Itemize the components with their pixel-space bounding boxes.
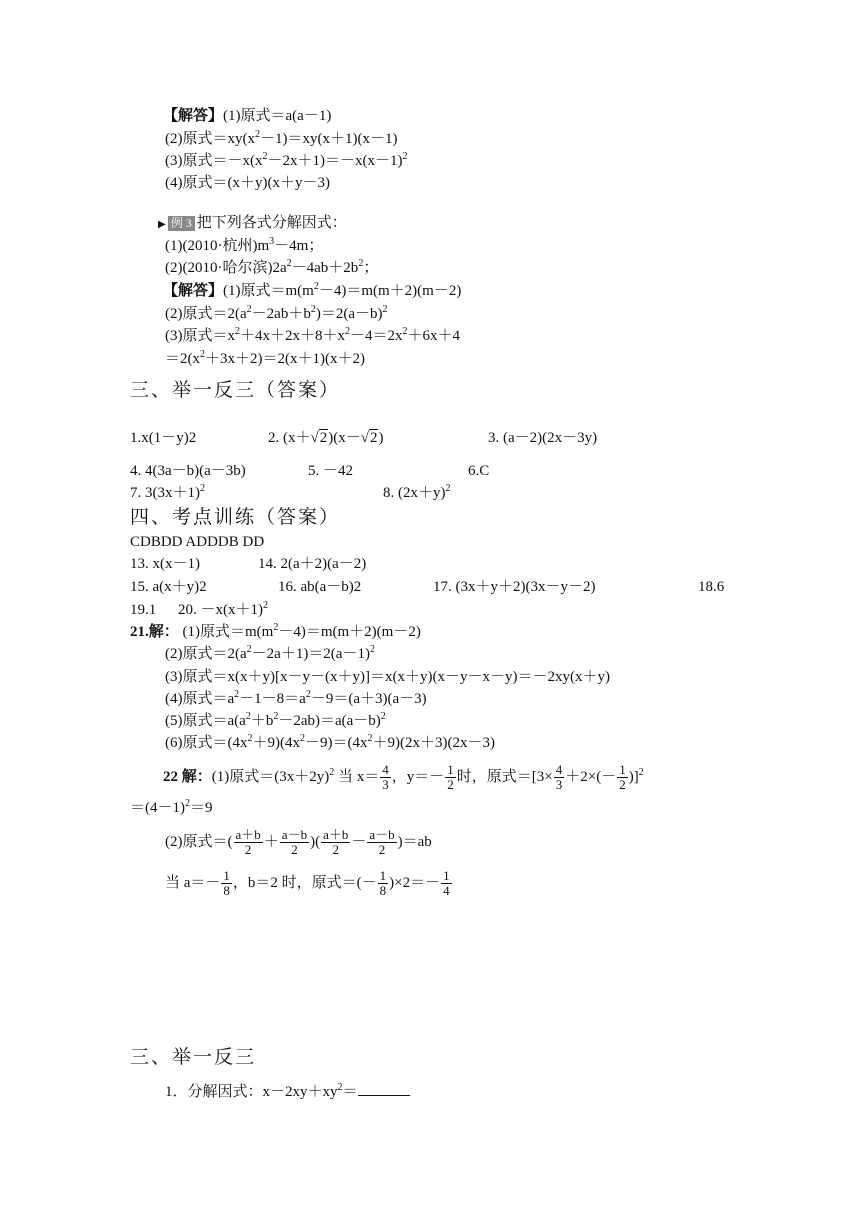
fraction-4-3-b: $\frac{4}{3}$: [555, 762, 563, 793]
answer-21-line6: (6)原式$=(4x^2+9)(4x^2-9)=(4x^2+9)(2x+3)(2x-3)$: [165, 733, 495, 751]
answer-22-line2: (2)原式＝( $\frac{a+b}{2}$ ＋ $\frac{a-b}{2}$ )( $\frac{a+b}{2}$ － $\frac{a-b}{2}$ )＝ab: [165, 827, 432, 858]
fraction-1-8-b: $\frac{1}{8}$: [379, 868, 387, 899]
example-badge: 例 3: [168, 216, 195, 231]
ex2-solution-line1: 【解答】(1)原式＝a(a－1): [163, 108, 332, 124]
answer-2: 2. (x＋√2)(x－√2): [268, 430, 384, 446]
section4-answers-heading: 四、考点训练（答案）: [130, 507, 341, 528]
answer-18: 18.6: [698, 579, 725, 595]
multiple-choice-answers: CDBDD ADDDB DD: [130, 534, 265, 550]
fraction-a-minus-b-2: $\frac{a-b}{2}$: [369, 827, 395, 858]
fraction-a-plus-b: $\frac{a+b}{2}$: [235, 827, 261, 858]
answer-8: 8. $(2x+y)^2$: [383, 483, 451, 501]
ex3-question2: (2)(2010·哈尔滨)$2a^2-4ab+2b^2$；: [165, 258, 379, 276]
ex3-solution3-cont: $=2(x^2+3x+2)=2(x+1)(x+2)$: [165, 349, 365, 367]
triangle-icon: ▶: [158, 219, 166, 230]
fraction-4-3: $\frac{4}{3}$: [382, 762, 389, 793]
answer-1: 1.x(1－y)2: [130, 430, 197, 446]
answer-21-line2: (2)原式$=2(a^2-2a+1)=2(a-1)^2$: [165, 644, 375, 662]
section3-heading: 三、举一反三: [130, 1047, 257, 1068]
fraction-1-8: $\frac{1}{8}$: [223, 868, 230, 899]
answer-blank[interactable]: [358, 1083, 410, 1096]
ex2-solution-line3: (3)原式$=-x(x^2-2x+1)=-x(x-1)^2$: [165, 151, 408, 169]
ex2-solution-line4: (4)原式＝(x＋y)(x＋y－3): [165, 175, 330, 191]
fraction-a-plus-b-2: $\frac{a+b}{2}$: [323, 827, 349, 858]
answer-13: 13. x(x－1): [130, 556, 200, 572]
answer-22-line3: 当 a＝－ $\frac{1}{8}$ ，b＝2 时，原式＝(－ $\frac{1}{8}$ )×2＝－ $\frac{1}{4}$: [165, 868, 450, 899]
answer-6: 6.C: [468, 463, 490, 479]
answer-4: 4. 4(3a－b)(a－3b): [130, 463, 246, 479]
answer-21-line3: (3)原式＝x(x＋y)[x－y－(x＋y)]＝x(x＋y)(x－y－x－y)＝－2xy(x＋y): [165, 669, 610, 685]
answer-21-line1: 21.解： (1)原式$=m(m^2-4)=m(m+2)(m-2)$: [130, 622, 421, 640]
ex3-prompt: ▶ 例 3 把下列各式分解因式：: [158, 215, 347, 231]
fraction-1-2-b: $\frac{1}{2}$: [619, 762, 626, 793]
answer-17: 17. (3x＋y＋2)(3x－y－2): [433, 579, 596, 595]
answer-16: 16. ab(a－b)2: [278, 579, 362, 595]
answer-5: 5. －42: [308, 463, 354, 479]
ex3-question1: (1)(2010·杭州)$m^3-4m$；: [165, 236, 324, 254]
answer-14: 14. 2(a＋2)(a－2): [258, 556, 367, 572]
answer-21-line4: (4)原式$=a^2-1-8=a^2-9=(a+3)(a-3)$: [165, 689, 427, 707]
ex3-solution2: (2)原式$=2(a^2-2ab+b^2)=2(a-b)^2$: [165, 304, 388, 322]
ex3-solution3: (3)原式$=x^2+4x+2x+8+x^2-4=2x^2+6x+4$: [165, 326, 461, 344]
answer-19: 19.1: [130, 602, 157, 618]
fraction-a-minus-b: $\frac{a-b}{2}$: [281, 827, 308, 858]
section3-answers-heading: 三、举一反三（答案）: [130, 380, 341, 401]
answer-22-line1: 22 解：(1)原式$=(3x+2y)^2$ 当 x＝ $\frac{4}{3}$ ，y＝－ $\frac{1}{2}$ 时，原式＝[3× $\frac{4}{3}$ ＋2×(－ $\frac{1}{2}$ )]$^2$: [163, 762, 644, 793]
question-1: 1．分解因式：$x-2xy+xy^2=$: [165, 1082, 410, 1102]
answer-22-line1-cont: $=(4-1)^2=9$: [130, 798, 213, 816]
answer-3: 3. (a－2)(2x－3y): [488, 430, 598, 446]
fraction-1-2: $\frac{1}{2}$: [447, 762, 454, 793]
ex3-solution1: 【解答】(1)原式$=m(m^2-4)=m(m+2)(m-2)$: [163, 281, 462, 299]
answer-15: 15. a(x＋y)2: [130, 579, 207, 595]
fraction-1-4: $\frac{1}{4}$: [443, 868, 450, 899]
ex2-solution-line2: (2)原式$=xy(x^2-1)=xy(x+1)(x-1)$: [165, 129, 398, 147]
answer-20: 20. $-x(x+1)^2$: [178, 600, 268, 618]
answer-7: 7. $3(3x+1)^2$: [130, 483, 205, 501]
answer-21-line5: (5)原式$=a(a^2+b^2-2ab)=a(a-b)^2$: [165, 711, 386, 729]
